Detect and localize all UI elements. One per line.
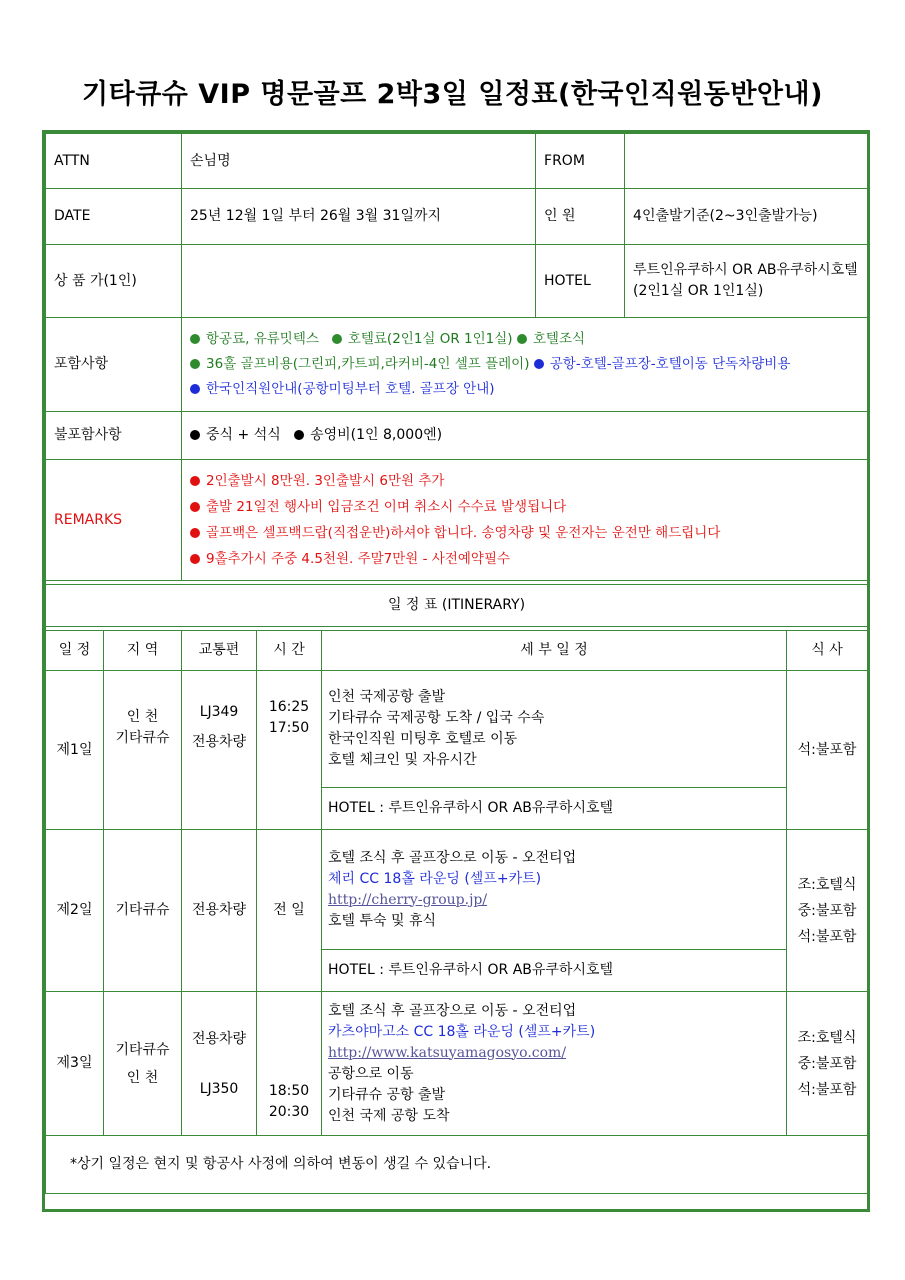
column-header-row	[46, 631, 868, 671]
day3-region: 기타큐슈 인 천	[104, 992, 182, 1136]
day1-time: 16:25 17:50	[257, 671, 322, 830]
itinerary-title: 일 정 표 (ITINERARY)	[46, 585, 868, 627]
day2-course-link[interactable]: http://cherry-group.jp/	[328, 891, 488, 908]
people-value: 4인출발기준(2~3인출발가능)	[625, 189, 868, 245]
col-region: 지 역	[104, 631, 182, 671]
day1-hotel: HOTEL : 루트인유쿠하시 OR AB유쿠하시호텔	[322, 788, 787, 830]
red-bullet-icon	[190, 528, 200, 538]
day1-region: 인 천 기타큐슈	[104, 671, 182, 830]
green-bullet-icon	[190, 359, 200, 369]
col-day: 일 정	[46, 631, 104, 671]
black-bullet-icon	[190, 430, 200, 440]
day2-details: 호텔 조식 후 골프장으로 이동 - 오전티업 체리 CC 18홀 라운딩 (셀프+카트) http://cherry-group.jp/ 호텔 투숙 및 휴식	[322, 830, 787, 950]
day3-time: 18:50 20:30	[257, 992, 322, 1136]
day3-row	[46, 992, 868, 1136]
green-bullet-icon	[190, 334, 200, 344]
day2-label: 제2일	[46, 830, 104, 992]
date-value: 25년 12월 1일 부터 26월 3월 31일까지	[182, 189, 536, 245]
red-bullet-icon	[190, 502, 200, 512]
hotel-value	[625, 245, 868, 318]
day1-transport: LJ349 전용차량	[182, 671, 257, 830]
itinerary-title-row	[46, 585, 868, 627]
attn-row	[46, 134, 868, 189]
day1-label: 제1일	[46, 671, 104, 830]
hotel-label: HOTEL	[536, 245, 625, 318]
attn-value: 손님명	[182, 134, 536, 189]
day2-transport: 전용차량	[182, 830, 257, 992]
date-label: DATE	[46, 189, 182, 245]
from-value	[625, 134, 868, 189]
green-bullet-icon	[517, 334, 527, 344]
page-title: 기타큐슈 VIP 명문골프 2박3일 일정표(한국인직원동반안내)	[82, 79, 823, 110]
col-details: 세 부 일 정	[322, 631, 787, 671]
red-bullet-icon	[190, 554, 200, 564]
day1-row	[46, 671, 868, 788]
attn-label: ATTN	[46, 134, 182, 189]
excluded-label: 불포함사항	[46, 412, 182, 460]
col-meal: 식 사	[787, 631, 868, 671]
included-label: 포함사항	[46, 318, 182, 412]
included-list: 항공료, 유류밋텍스 호텔료(2인1실 OR 1인1실) 호텔조식 36홀 골프비용(그린피,카트피,라커비-4인 셀프 플레이) 공항-호텔-골프장-호텔이동 단독차량비용 한국인직원안내(공항미팅부터 호텔. 골프장 안내)	[182, 318, 868, 412]
day2-row	[46, 830, 868, 950]
col-time: 시 간	[257, 631, 322, 671]
day3-meals: 조:호텔식 중:불포함 석:불포함	[787, 992, 868, 1136]
day2-hotel: HOTEL : 루트인유쿠하시 OR AB유쿠하시호텔	[322, 950, 787, 992]
excluded-row	[46, 412, 868, 460]
day2-course: 체리 CC 18홀 라운딩 (셀프+카트)	[328, 870, 542, 887]
people-label: 인 원	[536, 189, 625, 245]
blue-bullet-icon	[190, 384, 200, 394]
green-bullet-icon	[332, 334, 342, 344]
remarks-label: REMARKS	[46, 460, 182, 581]
blue-bullet-icon	[534, 359, 544, 369]
hotel-line-1: 루트인유쿠하시 OR AB유쿠하시호텔	[633, 262, 858, 278]
day3-course: 카츠야마고소 CC 18홀 라운딩 (셀프+카트)	[328, 1023, 596, 1040]
price-value	[182, 245, 536, 318]
itinerary-table	[45, 133, 868, 1194]
price-row	[46, 245, 868, 318]
remarks-list: 2인출발시 8만원. 3인출발시 6만원 추가 출발 21일전 행사비 입금조건 이며 취소시 수수료 발생됩니다 골프백은 셀프백드랍(직접운반)하셔야 합니다. 송영차량 및 운전자는 운전만 해드립니다 9홀추가시 주중 4.5천원. 주말7만원 - 사전예약필수	[182, 460, 868, 581]
footer-note: *상기 일정은 현지 및 항공사 사정에 의하여 변동이 생길 수 있습니다.	[46, 1136, 868, 1194]
excluded-list: 중식 + 석식 송영비(1인 8,000엔)	[182, 412, 868, 460]
included-row	[46, 318, 868, 412]
price-label: 상 품 가(1인)	[46, 245, 182, 318]
date-row	[46, 189, 868, 245]
day2-region: 기타큐슈	[104, 830, 182, 992]
day3-course-link[interactable]: http://www.katsuyamagosyo.com/	[328, 1044, 567, 1061]
day3-label: 제3일	[46, 992, 104, 1136]
day2-time: 전 일	[257, 830, 322, 992]
from-label: FROM	[536, 134, 625, 189]
day3-transport: 전용차량 LJ350	[182, 992, 257, 1136]
col-transport: 교통편	[182, 631, 257, 671]
day3-details: 호텔 조식 후 골프장으로 이동 - 오전티업 카츠야마고소 CC 18홀 라운딩 (셀프+카트) http://www.katsuyamagosyo.com/ 공항으로 이동 기타큐슈 공항 출발 인천 국제 공항 도착	[322, 992, 787, 1136]
hotel-line-2: (2인1실 OR 1인1실)	[633, 283, 764, 299]
day1-meal: 석:불포함	[787, 671, 868, 830]
footer-row	[46, 1136, 868, 1194]
red-bullet-icon	[190, 476, 200, 486]
remarks-row	[46, 460, 868, 581]
black-bullet-icon	[294, 430, 304, 440]
day1-details: 인천 국제공항 출발 기타큐슈 국제공항 도착 / 입국 수속 한국인직원 미팅후 호텔로 이동 호텔 체크인 및 자유시간	[322, 671, 787, 788]
day2-meals: 조:호텔식 중:불포함 석:불포함	[787, 830, 868, 992]
